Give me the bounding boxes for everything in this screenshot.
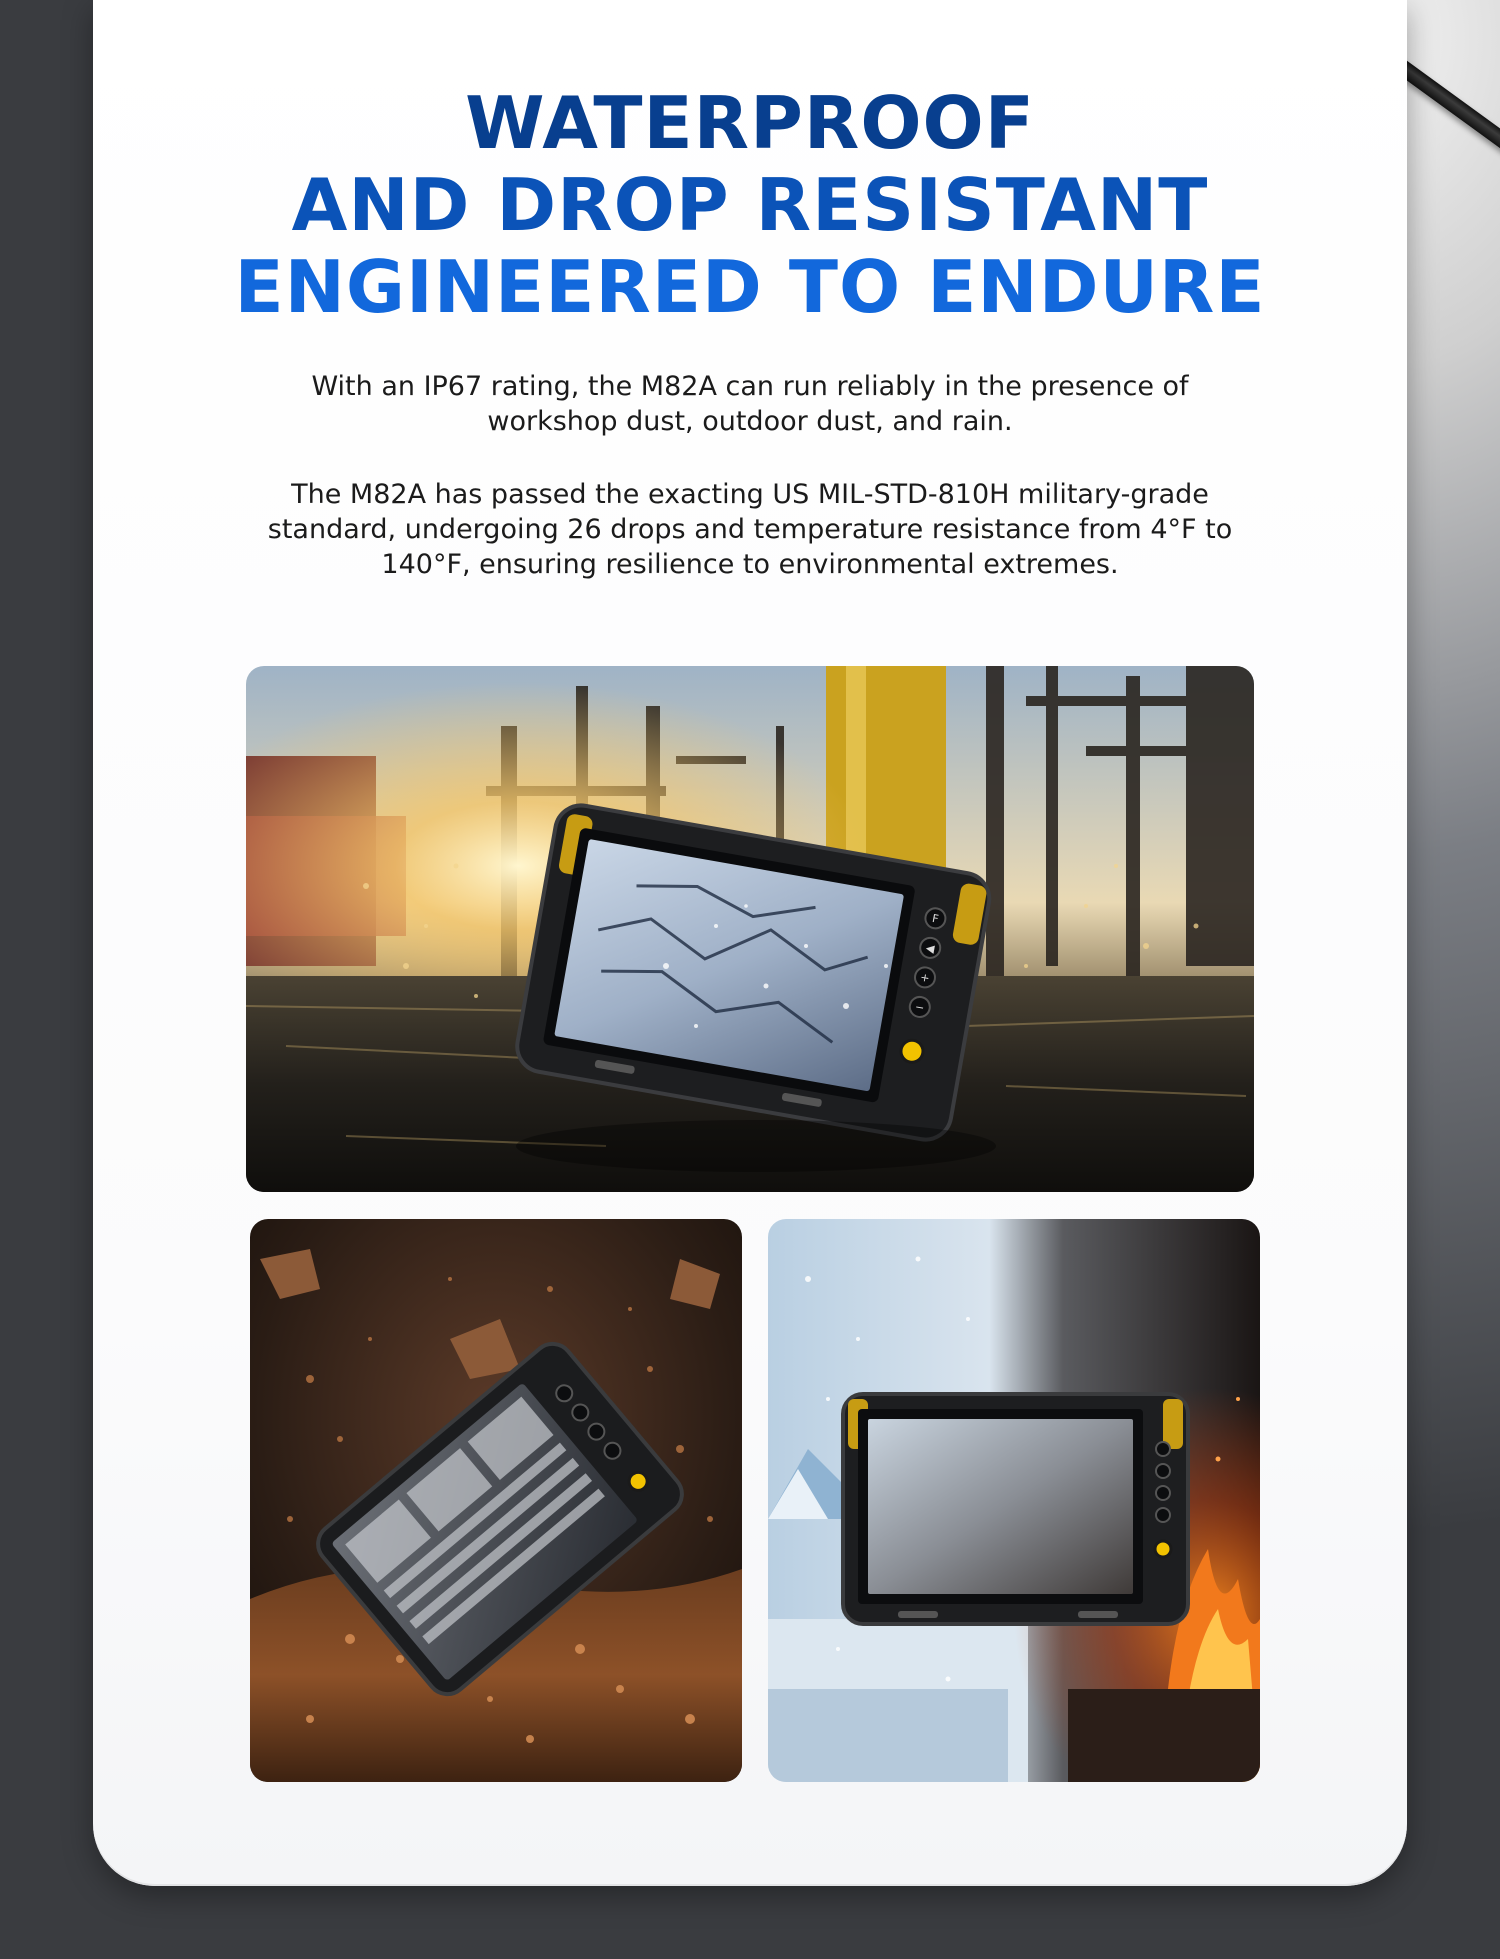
photo-drop-scene [250, 1219, 742, 1782]
device-button-label: − [914, 1000, 926, 1015]
headline-line-1: WATERPROOF [465, 81, 1035, 165]
device-button-label: ◀ [924, 941, 936, 956]
mil-std-description: The M82A has passed the exacting US MIL-STD-810H military-grade standard, undergoing 26 drops and temperature resistance from 4°F to 140°F, ensuring resilience to environmental extremes. [267, 479, 1233, 580]
headline [0, 82, 1500, 328]
ip67-description: With an IP67 rating, the M82A can run reliably in the presence of workshop dust, outdoor dust, and rain. [311, 371, 1189, 437]
photo-temperature-scene [768, 1219, 1260, 1782]
headline-line-2: AND DROP RESISTANT [291, 163, 1209, 247]
headline-line-3: ENGINEERED TO ENDURE [234, 245, 1266, 329]
photo-waterproof-scene [246, 666, 1254, 1192]
device-button-label: + [919, 970, 931, 986]
device-button-label: F [931, 911, 940, 926]
